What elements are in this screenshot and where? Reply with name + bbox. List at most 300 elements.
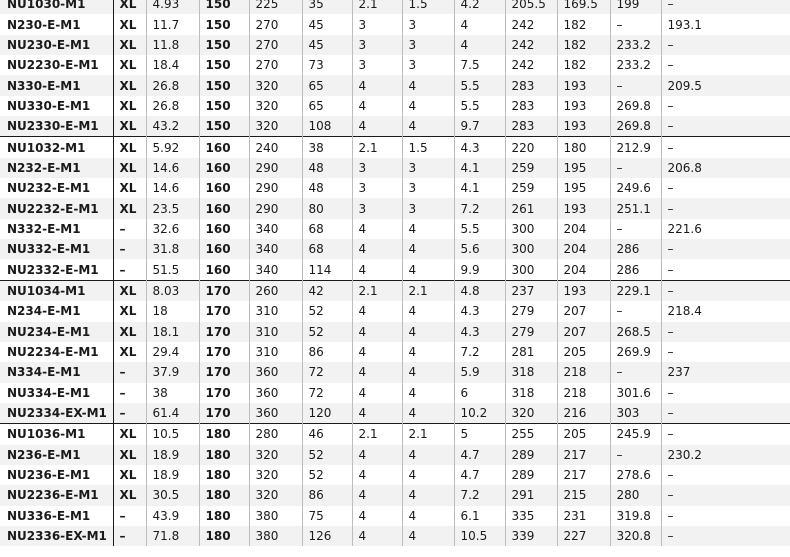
table-cell: 2.1 — [352, 137, 402, 158]
table-cell: – — [113, 259, 146, 280]
table-cell: 318 — [505, 362, 557, 382]
table-cell: 206.8 — [661, 158, 790, 178]
table-row — [0, 14, 790, 34]
table-cell: 220 — [505, 137, 557, 158]
table-cell: 160 — [199, 178, 249, 198]
table-cell: 3 — [402, 198, 454, 218]
table-row — [0, 35, 790, 55]
table-cell: 150 — [199, 14, 249, 34]
table-cell: 170 — [199, 322, 249, 342]
table-cell: 4 — [352, 403, 402, 424]
table-cell: 180 — [199, 526, 249, 546]
table-row — [0, 219, 790, 239]
table-cell: 18.1 — [146, 322, 199, 342]
table-cell: 180 — [557, 137, 610, 158]
table-cell: 68 — [302, 239, 352, 259]
table-cell: 5.5 — [454, 75, 505, 95]
table-cell: 195 — [557, 158, 610, 178]
table-cell: 160 — [199, 239, 249, 259]
table-row — [0, 526, 790, 546]
table-cell: 30.5 — [146, 485, 199, 505]
table-cell: – — [610, 362, 661, 382]
table-cell: 260 — [249, 280, 302, 301]
table-cell: 360 — [249, 403, 302, 424]
table-cell: 4 — [352, 445, 402, 465]
table-cell: 180 — [199, 445, 249, 465]
table-cell: 340 — [249, 259, 302, 280]
table-cell: 204 — [557, 239, 610, 259]
table-cell: 242 — [505, 35, 557, 55]
designation-cell: N334-E-M1 — [0, 362, 113, 382]
table-cell: 4 — [352, 301, 402, 321]
table-cell: 2.1 — [352, 424, 402, 445]
table-cell: – — [113, 219, 146, 239]
table-cell: – — [661, 485, 790, 505]
table-cell: 72 — [302, 362, 352, 382]
table-cell: 230.2 — [661, 445, 790, 465]
table-cell: 4 — [402, 485, 454, 505]
table-row — [0, 198, 790, 218]
table-cell: 5.6 — [454, 239, 505, 259]
designation-cell: N230-E-M1 — [0, 14, 113, 34]
table-cell: 193 — [557, 96, 610, 116]
table-cell: XL — [113, 75, 146, 95]
table-cell: 380 — [249, 506, 302, 526]
table-row — [0, 342, 790, 362]
table-cell: 18.9 — [146, 445, 199, 465]
table-cell: 23.5 — [146, 198, 199, 218]
table-cell: 170 — [199, 383, 249, 403]
table-cell: 26.8 — [146, 96, 199, 116]
table-cell: 5.5 — [454, 219, 505, 239]
table-cell: 237 — [505, 280, 557, 301]
table-row — [0, 383, 790, 403]
table-cell: 169.5 — [557, 0, 610, 14]
table-cell: 4 — [402, 301, 454, 321]
table-cell: 4 — [402, 526, 454, 546]
table-cell: XL — [113, 35, 146, 55]
designation-cell: NU336-E-M1 — [0, 506, 113, 526]
table-row — [0, 239, 790, 259]
table-cell: XL — [113, 322, 146, 342]
table-cell: 9.9 — [454, 259, 505, 280]
table-cell: 10.5 — [454, 526, 505, 546]
table-cell: 4 — [352, 506, 402, 526]
table-cell: 4 — [352, 116, 402, 137]
table-row — [0, 75, 790, 95]
table-cell: 7.2 — [454, 198, 505, 218]
table-cell: 216 — [557, 403, 610, 424]
designation-cell: NU2332-E-M1 — [0, 259, 113, 280]
designation-cell: N234-E-M1 — [0, 301, 113, 321]
designation-cell: NU2234-E-M1 — [0, 342, 113, 362]
table-cell: 170 — [199, 301, 249, 321]
table-cell: XL — [113, 342, 146, 362]
table-cell: 290 — [249, 158, 302, 178]
table-cell: – — [661, 259, 790, 280]
table-cell: 212.9 — [610, 137, 661, 158]
table-cell: 3 — [402, 178, 454, 198]
table-cell: 310 — [249, 301, 302, 321]
table-cell: 48 — [302, 158, 352, 178]
table-cell: 278.6 — [610, 465, 661, 485]
table-cell: XL — [113, 280, 146, 301]
table-cell: 269.8 — [610, 96, 661, 116]
table-cell: 86 — [302, 485, 352, 505]
table-cell: 217 — [557, 445, 610, 465]
table-cell: 4 — [402, 465, 454, 485]
table-row — [0, 403, 790, 424]
table-cell: 4 — [352, 526, 402, 546]
table-cell: 301.6 — [610, 383, 661, 403]
table-row — [0, 96, 790, 116]
table-cell: 75 — [302, 506, 352, 526]
table-cell: 340 — [249, 219, 302, 239]
table-cell: XL — [113, 445, 146, 465]
designation-cell: NU1030-M1 — [0, 0, 113, 14]
table-cell: 240 — [249, 137, 302, 158]
table-cell: 10.5 — [146, 424, 199, 445]
table-cell: 1.5 — [402, 137, 454, 158]
table-cell: – — [661, 55, 790, 75]
table-cell: 61.4 — [146, 403, 199, 424]
table-cell: 3 — [352, 55, 402, 75]
table-cell: 320.8 — [610, 526, 661, 546]
table-cell: – — [113, 403, 146, 424]
table-row — [0, 301, 790, 321]
table-cell: 86 — [302, 342, 352, 362]
table-cell: 4 — [402, 259, 454, 280]
table-cell: 2.1 — [352, 0, 402, 14]
table-cell: 303 — [610, 403, 661, 424]
table-cell: 4.8 — [454, 280, 505, 301]
table-cell: 170 — [199, 280, 249, 301]
table-cell: XL — [113, 96, 146, 116]
table-cell: 5.9 — [454, 362, 505, 382]
table-row — [0, 280, 790, 301]
designation-cell: NU2230-E-M1 — [0, 55, 113, 75]
table-cell: 242 — [505, 55, 557, 75]
table-cell: – — [113, 526, 146, 546]
table-cell: 300 — [505, 259, 557, 280]
table-cell: 4.2 — [454, 0, 505, 14]
table-cell: 14.6 — [146, 158, 199, 178]
table-cell: 4 — [352, 322, 402, 342]
table-cell: XL — [113, 0, 146, 14]
table-cell: 280 — [610, 485, 661, 505]
table-cell: 320 — [249, 485, 302, 505]
table-cell: 205 — [557, 342, 610, 362]
table-cell: 3 — [352, 158, 402, 178]
table-row — [0, 137, 790, 158]
table-cell: 233.2 — [610, 55, 661, 75]
table-cell: 108 — [302, 116, 352, 137]
table-cell: 80 — [302, 198, 352, 218]
table-cell: 193 — [557, 116, 610, 137]
table-cell: 4.3 — [454, 322, 505, 342]
table-cell: 180 — [199, 424, 249, 445]
table-cell: – — [661, 424, 790, 445]
table-cell: – — [610, 14, 661, 34]
table-cell: 52 — [302, 301, 352, 321]
table-cell: 320 — [505, 403, 557, 424]
table-cell: 4 — [454, 14, 505, 34]
table-row — [0, 0, 790, 14]
table-cell: XL — [113, 14, 146, 34]
table-cell: 2.1 — [402, 280, 454, 301]
table-cell: – — [661, 342, 790, 362]
table-cell: 18.4 — [146, 55, 199, 75]
table-cell: 9.7 — [454, 116, 505, 137]
table-cell: XL — [113, 178, 146, 198]
table-cell: 14.6 — [146, 178, 199, 198]
table-cell: 1.5 — [402, 0, 454, 14]
table-cell: 160 — [199, 137, 249, 158]
table-cell: 286 — [610, 259, 661, 280]
designation-cell: N332-E-M1 — [0, 219, 113, 239]
table-cell: 2.1 — [402, 424, 454, 445]
table-cell: 43.2 — [146, 116, 199, 137]
table-cell: 120 — [302, 403, 352, 424]
table-cell: 150 — [199, 0, 249, 14]
table-cell: 233.2 — [610, 35, 661, 55]
table-cell: 229.1 — [610, 280, 661, 301]
table-cell: 207 — [557, 322, 610, 342]
table-cell: 32.6 — [146, 219, 199, 239]
table-cell: – — [661, 465, 790, 485]
table-cell: – — [661, 0, 790, 14]
table-cell: – — [661, 322, 790, 342]
table-cell: 46 — [302, 424, 352, 445]
table-cell: 3 — [402, 14, 454, 34]
table-cell: 269.8 — [610, 116, 661, 137]
table-cell: 170 — [199, 362, 249, 382]
table-cell: 4 — [402, 342, 454, 362]
table-cell: 45 — [302, 35, 352, 55]
table-cell: 4 — [402, 445, 454, 465]
table-cell: – — [610, 219, 661, 239]
table-cell: – — [113, 362, 146, 382]
table-cell: XL — [113, 158, 146, 178]
table-cell: 270 — [249, 35, 302, 55]
table-cell: 4.1 — [454, 158, 505, 178]
table-cell: 195 — [557, 178, 610, 198]
table-cell: 280 — [249, 424, 302, 445]
table-cell: 283 — [505, 96, 557, 116]
table-cell: 42 — [302, 280, 352, 301]
table-cell: 320 — [249, 75, 302, 95]
table-cell: XL — [113, 55, 146, 75]
table-cell: 207 — [557, 301, 610, 321]
table-cell: 4 — [352, 465, 402, 485]
table-cell: 160 — [199, 259, 249, 280]
table-cell: 259 — [505, 158, 557, 178]
table-cell: 199 — [610, 0, 661, 14]
table-cell: 290 — [249, 178, 302, 198]
table-cell: 48 — [302, 178, 352, 198]
table-cell: 380 — [249, 526, 302, 546]
designation-cell: NU230-E-M1 — [0, 35, 113, 55]
table-cell: 215 — [557, 485, 610, 505]
table-cell: 150 — [199, 96, 249, 116]
table-cell: 4.7 — [454, 465, 505, 485]
table-cell: 3 — [352, 35, 402, 55]
table-cell: 360 — [249, 362, 302, 382]
table-cell: – — [661, 403, 790, 424]
table-cell: 73 — [302, 55, 352, 75]
table-cell: 319.8 — [610, 506, 661, 526]
table-cell: 38 — [302, 137, 352, 158]
table-row — [0, 55, 790, 75]
table-cell: 204 — [557, 259, 610, 280]
designation-cell: NU2334-EX-M1 — [0, 403, 113, 424]
table-cell: 4.3 — [454, 137, 505, 158]
table-cell: 37.9 — [146, 362, 199, 382]
table-cell: 255 — [505, 424, 557, 445]
table-cell: 4 — [352, 383, 402, 403]
table-cell: 114 — [302, 259, 352, 280]
table-row — [0, 424, 790, 445]
table-cell: 182 — [557, 14, 610, 34]
table-cell: 3 — [402, 55, 454, 75]
table-cell: 5.92 — [146, 137, 199, 158]
table-row — [0, 485, 790, 505]
table-cell: 340 — [249, 239, 302, 259]
table-cell: 3 — [352, 178, 402, 198]
table-cell: 4 — [402, 362, 454, 382]
table-cell: 4 — [402, 403, 454, 424]
table-cell: XL — [113, 301, 146, 321]
table-cell: XL — [113, 198, 146, 218]
table-cell: 180 — [199, 465, 249, 485]
table-cell: 180 — [199, 485, 249, 505]
table-cell: 160 — [199, 158, 249, 178]
table-cell: 6.1 — [454, 506, 505, 526]
designation-cell: NU2236-E-M1 — [0, 485, 113, 505]
table-cell: 68 — [302, 219, 352, 239]
table-cell: 38 — [146, 383, 199, 403]
table-cell: 52 — [302, 322, 352, 342]
table-cell: 310 — [249, 342, 302, 362]
table-cell: 310 — [249, 322, 302, 342]
table-cell: 7.2 — [454, 342, 505, 362]
table-cell: 4.1 — [454, 178, 505, 198]
table-cell: 249.6 — [610, 178, 661, 198]
table-cell: 4 — [402, 75, 454, 95]
table-cell: 193 — [557, 198, 610, 218]
table-cell: 180 — [199, 506, 249, 526]
table-cell: 4 — [454, 35, 505, 55]
table-cell: 71.8 — [146, 526, 199, 546]
table-cell: 335 — [505, 506, 557, 526]
table-cell: 286 — [610, 239, 661, 259]
table-cell: 18 — [146, 301, 199, 321]
table-cell: 320 — [249, 445, 302, 465]
table-cell: 339 — [505, 526, 557, 546]
table-cell: 26.8 — [146, 75, 199, 95]
table-cell: 291 — [505, 485, 557, 505]
table-cell: 218 — [557, 383, 610, 403]
table-cell: 259 — [505, 178, 557, 198]
designation-cell: NU330-E-M1 — [0, 96, 113, 116]
table-cell: – — [113, 506, 146, 526]
table-row — [0, 445, 790, 465]
table-cell: 218 — [557, 362, 610, 382]
table-cell: – — [661, 506, 790, 526]
table-cell: 150 — [199, 35, 249, 55]
table-cell: XL — [113, 424, 146, 445]
table-cell: 18.9 — [146, 465, 199, 485]
table-cell: – — [610, 301, 661, 321]
table-cell: 45 — [302, 14, 352, 34]
table-cell: XL — [113, 116, 146, 137]
table-cell: 193 — [557, 75, 610, 95]
table-cell: 4 — [402, 506, 454, 526]
designation-cell: NU332-E-M1 — [0, 239, 113, 259]
table-cell: 5 — [454, 424, 505, 445]
table-cell: 6 — [454, 383, 505, 403]
table-cell: 283 — [505, 75, 557, 95]
table-cell: 320 — [249, 465, 302, 485]
table-cell: 35 — [302, 0, 352, 14]
table-cell: 160 — [199, 219, 249, 239]
table-cell: 4 — [402, 383, 454, 403]
table-cell: 4.7 — [454, 445, 505, 465]
table-cell: 72 — [302, 383, 352, 403]
table-cell: – — [610, 75, 661, 95]
table-cell: – — [661, 239, 790, 259]
table-cell: – — [661, 198, 790, 218]
designation-cell: NU2336-EX-M1 — [0, 526, 113, 546]
table-cell: – — [661, 137, 790, 158]
table-cell: 150 — [199, 116, 249, 137]
table-cell: – — [661, 116, 790, 137]
table-cell: 300 — [505, 239, 557, 259]
designation-cell: N232-E-M1 — [0, 158, 113, 178]
table-cell: 4.93 — [146, 0, 199, 14]
table-cell: 279 — [505, 301, 557, 321]
table-cell: 170 — [199, 342, 249, 362]
table-cell: 4 — [402, 239, 454, 259]
table-cell: – — [661, 383, 790, 403]
table-cell: – — [661, 280, 790, 301]
table-cell: 193.1 — [661, 14, 790, 34]
table-cell: 65 — [302, 96, 352, 116]
table-cell: 8.03 — [146, 280, 199, 301]
table-cell: 11.7 — [146, 14, 199, 34]
table-cell: 51.5 — [146, 259, 199, 280]
table-cell: 290 — [249, 198, 302, 218]
table-cell: 251.1 — [610, 198, 661, 218]
table-cell: 270 — [249, 14, 302, 34]
table-cell: 270 — [249, 55, 302, 75]
table-cell: 227 — [557, 526, 610, 546]
table-cell: 4 — [352, 75, 402, 95]
table-cell: 281 — [505, 342, 557, 362]
table-cell: XL — [113, 137, 146, 158]
table-cell: 320 — [249, 96, 302, 116]
designation-cell: NU2232-E-M1 — [0, 198, 113, 218]
table-cell: 3 — [352, 14, 402, 34]
table-cell: 4 — [402, 219, 454, 239]
table-cell: – — [661, 96, 790, 116]
table-cell: 4 — [402, 96, 454, 116]
table-cell: XL — [113, 485, 146, 505]
table-cell: XL — [113, 465, 146, 485]
table-cell: 170 — [199, 403, 249, 424]
table-cell: 3 — [402, 35, 454, 55]
table-cell: 31.8 — [146, 239, 199, 259]
